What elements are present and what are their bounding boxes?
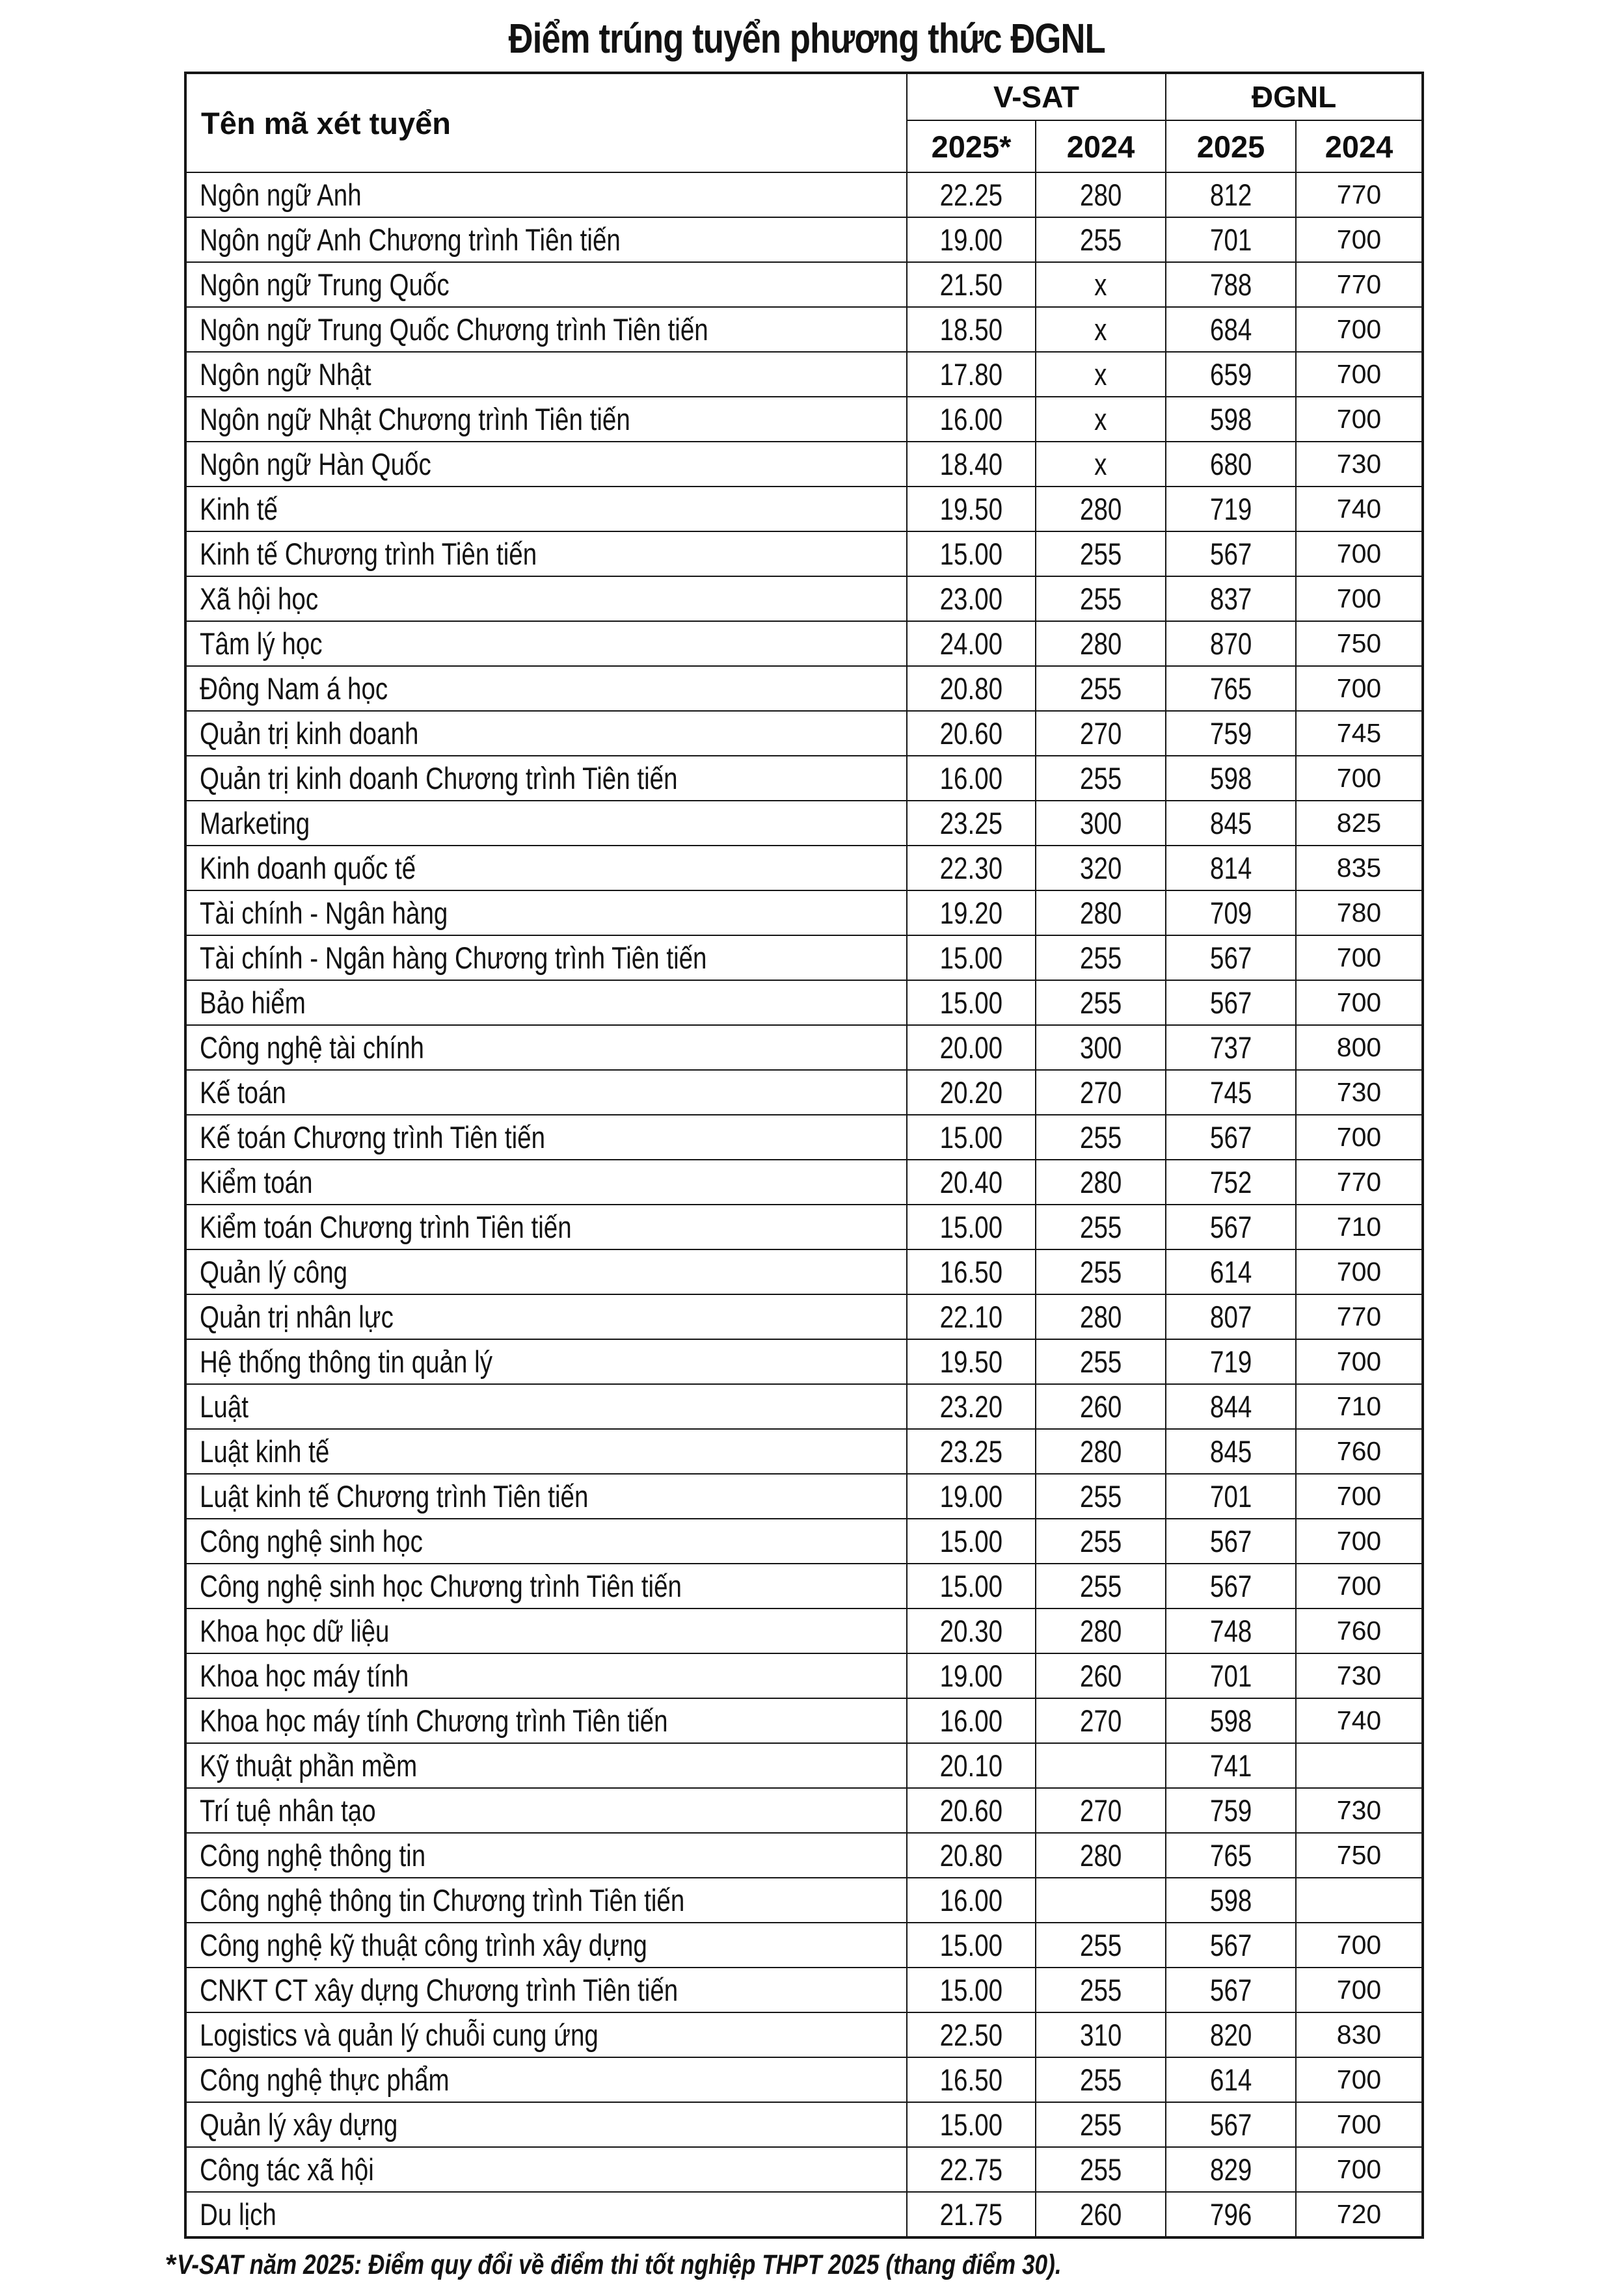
program-name-cell: Đông Nam á học [185, 666, 907, 711]
program-name-cell: Kế toán Chương trình Tiên tiến [185, 1115, 907, 1160]
score-cell: 280 [1036, 1609, 1166, 1653]
score-cell [1036, 1878, 1166, 1923]
program-name-cell: Quản lý xây dựng [185, 2102, 907, 2147]
score-cell: 20.60 [907, 1788, 1036, 1833]
program-name-cell: Ngôn ngữ Anh Chương trình Tiên tiến [185, 217, 907, 262]
table-row [185, 1384, 1423, 1429]
table-row [185, 846, 1423, 890]
program-name-cell: Du lịch [185, 2192, 907, 2237]
score-cell: 700 [1296, 397, 1423, 442]
score-cell: 20.80 [907, 1833, 1036, 1878]
table-row [185, 2192, 1423, 2237]
score-cell: 730 [1296, 1653, 1423, 1698]
table-row [185, 1788, 1423, 1833]
score-cell: 760 [1296, 1609, 1423, 1653]
score-cell: x [1036, 307, 1166, 352]
score-cell: 710 [1296, 1205, 1423, 1249]
score-cell: 700 [1296, 980, 1423, 1025]
score-cell: 700 [1296, 217, 1423, 262]
score-cell: 700 [1296, 531, 1423, 576]
program-name-cell: Kiểm toán Chương trình Tiên tiến [185, 1205, 907, 1249]
score-cell: 15.00 [907, 980, 1036, 1025]
table-row [185, 1968, 1423, 2012]
score-cell: 255 [1036, 2147, 1166, 2192]
score-cell: 21.75 [907, 2192, 1036, 2237]
score-cell: x [1036, 397, 1166, 442]
score-cell: 700 [1296, 756, 1423, 801]
program-name-cell: Công nghệ thông tin [185, 1833, 907, 1878]
score-cell: 598 [1166, 1878, 1296, 1923]
score-cell: 270 [1036, 711, 1166, 756]
score-cell: 270 [1036, 1698, 1166, 1743]
table-row [185, 172, 1423, 217]
score-cell: 22.10 [907, 1294, 1036, 1339]
score-cell: 567 [1166, 1115, 1296, 1160]
score-cell: 700 [1296, 307, 1423, 352]
table-row [185, 487, 1423, 531]
score-cell: 759 [1166, 711, 1296, 756]
score-cell: 22.75 [907, 2147, 1036, 2192]
header-group-vsat: V-SAT [907, 73, 1166, 120]
score-cell: 598 [1166, 756, 1296, 801]
table-row [185, 666, 1423, 711]
score-cell: 770 [1296, 172, 1423, 217]
score-cell: 700 [1296, 1968, 1423, 2012]
score-cell: 20.20 [907, 1070, 1036, 1115]
score-cell: 614 [1166, 1249, 1296, 1294]
score-cell: 700 [1296, 2102, 1423, 2147]
score-cell: 255 [1036, 2102, 1166, 2147]
program-name-cell: Khoa học dữ liệu [185, 1609, 907, 1653]
table-row [185, 756, 1423, 801]
program-name-cell: CNKT CT xây dựng Chương trình Tiên tiến [185, 1968, 907, 2012]
score-cell: 255 [1036, 666, 1166, 711]
score-cell: 760 [1296, 1429, 1423, 1474]
program-name-cell: Trí tuệ nhân tạo [185, 1788, 907, 1833]
program-name-cell: Logistics và quản lý chuỗi cung ứng [185, 2012, 907, 2057]
score-cell: 567 [1166, 1205, 1296, 1249]
header-year-vsat-2024: 2024 [1036, 120, 1166, 172]
table-row [185, 801, 1423, 846]
score-cell: 788 [1166, 262, 1296, 307]
table-row [185, 1519, 1423, 1564]
score-cell: 567 [1166, 2102, 1296, 2147]
score-cell: 255 [1036, 531, 1166, 576]
program-name-cell: Ngôn ngữ Trung Quốc [185, 262, 907, 307]
program-name-cell: Xã hội học [185, 576, 907, 621]
score-cell [1296, 1743, 1423, 1788]
score-cell: 765 [1166, 666, 1296, 711]
score-cell: 598 [1166, 397, 1296, 442]
table-row [185, 1025, 1423, 1070]
program-name-cell: Công nghệ thông tin Chương trình Tiên tiến [185, 1878, 907, 1923]
score-cell: 750 [1296, 1833, 1423, 1878]
score-cell: 280 [1036, 1429, 1166, 1474]
score-cell: 752 [1166, 1160, 1296, 1205]
score-cell: 659 [1166, 352, 1296, 397]
score-cell: 750 [1296, 621, 1423, 666]
score-cell: 837 [1166, 576, 1296, 621]
score-cell: 730 [1296, 442, 1423, 487]
score-cell: 20.40 [907, 1160, 1036, 1205]
score-cell: 765 [1166, 1833, 1296, 1878]
score-cell: 260 [1036, 1653, 1166, 1698]
score-cell: 15.00 [907, 1968, 1036, 2012]
score-cell: 598 [1166, 1698, 1296, 1743]
score-cell: 730 [1296, 1070, 1423, 1115]
score-cell [1036, 1743, 1166, 1788]
score-cell: 684 [1166, 307, 1296, 352]
score-cell: 255 [1036, 980, 1166, 1025]
score-cell: 829 [1166, 2147, 1296, 2192]
table-row [185, 1609, 1423, 1653]
table-row [185, 307, 1423, 352]
table-row [185, 1698, 1423, 1743]
score-cell: 19.20 [907, 890, 1036, 935]
table-row [185, 1878, 1423, 1923]
score-cell [1296, 1878, 1423, 1923]
table-row [185, 1249, 1423, 1294]
footnote-text: V-SAT năm 2025: Điểm quy đổi về điểm thi tốt nghiệp THPT 2025 (thang điểm 30). [176, 2249, 1062, 2280]
score-cell: 567 [1166, 935, 1296, 980]
score-cell: 255 [1036, 1968, 1166, 2012]
score-cell: 280 [1036, 1160, 1166, 1205]
score-cell: 835 [1296, 846, 1423, 890]
score-cell: 310 [1036, 2012, 1166, 2057]
table-row [185, 1833, 1423, 1878]
score-cell: 719 [1166, 1339, 1296, 1384]
table-row [185, 1205, 1423, 1249]
table-row [185, 2012, 1423, 2057]
program-name-cell: Quản trị kinh doanh Chương trình Tiên tiến [185, 756, 907, 801]
score-cell: 15.00 [907, 935, 1036, 980]
program-name-cell: Bảo hiểm [185, 980, 907, 1025]
program-name-cell: Luật kinh tế [185, 1429, 907, 1474]
program-name-cell: Tâm lý học [185, 621, 907, 666]
score-cell: 701 [1166, 217, 1296, 262]
program-name-cell: Marketing [185, 801, 907, 846]
score-cell: 22.50 [907, 2012, 1036, 2057]
program-name-cell: Công nghệ thực phẩm [185, 2057, 907, 2102]
score-cell: 300 [1036, 1025, 1166, 1070]
score-cell: 719 [1166, 487, 1296, 531]
table-row [185, 2057, 1423, 2102]
program-name-cell: Tài chính - Ngân hàng [185, 890, 907, 935]
program-name-cell: Hệ thống thông tin quản lý [185, 1339, 907, 1384]
program-name-cell: Ngôn ngữ Anh [185, 172, 907, 217]
table-row [185, 621, 1423, 666]
score-cell: 740 [1296, 1698, 1423, 1743]
score-cell: 16.00 [907, 397, 1036, 442]
score-cell: 280 [1036, 172, 1166, 217]
score-cell: 20.30 [907, 1609, 1036, 1653]
table-row [185, 1160, 1423, 1205]
score-cell: 770 [1296, 1160, 1423, 1205]
score-cell: 614 [1166, 2057, 1296, 2102]
program-name-cell: Tài chính - Ngân hàng Chương trình Tiên tiến [185, 935, 907, 980]
program-name-cell: Khoa học máy tính Chương trình Tiên tiến [185, 1698, 907, 1743]
score-cell: 21.50 [907, 262, 1036, 307]
program-name-cell: Ngôn ngữ Nhật [185, 352, 907, 397]
table-row [185, 397, 1423, 442]
score-cell: 737 [1166, 1025, 1296, 1070]
score-cell: 745 [1166, 1070, 1296, 1115]
program-name-cell: Ngôn ngữ Nhật Chương trình Tiên tiến [185, 397, 907, 442]
program-name-cell: Kinh doanh quốc tế [185, 846, 907, 890]
score-cell: 16.50 [907, 2057, 1036, 2102]
score-cell: 255 [1036, 1205, 1166, 1249]
score-cell: 255 [1036, 756, 1166, 801]
score-cell: 770 [1296, 262, 1423, 307]
score-cell: 16.00 [907, 756, 1036, 801]
score-cell: 680 [1166, 442, 1296, 487]
program-name-cell: Quản trị kinh doanh [185, 711, 907, 756]
score-cell: 19.50 [907, 487, 1036, 531]
score-cell: 745 [1296, 711, 1423, 756]
program-name-cell: Kinh tế Chương trình Tiên tiến [185, 531, 907, 576]
score-cell: 701 [1166, 1474, 1296, 1519]
score-cell: 280 [1036, 1833, 1166, 1878]
score-cell: 796 [1166, 2192, 1296, 2237]
score-cell: 260 [1036, 2192, 1166, 2237]
score-cell: 18.50 [907, 307, 1036, 352]
score-cell: 567 [1166, 980, 1296, 1025]
score-cell: 780 [1296, 890, 1423, 935]
score-cell: 15.00 [907, 1205, 1036, 1249]
score-cell: 280 [1036, 621, 1166, 666]
table-row [185, 217, 1423, 262]
table-row [185, 1564, 1423, 1609]
table-header [185, 73, 1423, 172]
table-row [185, 935, 1423, 980]
score-cell: 23.00 [907, 576, 1036, 621]
score-cell: 17.80 [907, 352, 1036, 397]
score-cell: 15.00 [907, 2102, 1036, 2147]
score-cell: 270 [1036, 1070, 1166, 1115]
score-cell: 814 [1166, 846, 1296, 890]
program-name-cell: Khoa học máy tính [185, 1653, 907, 1698]
table-row [185, 1474, 1423, 1519]
program-name-cell: Kỹ thuật phần mềm [185, 1743, 907, 1788]
score-cell: 720 [1296, 2192, 1423, 2237]
header-name-column: Tên mã xét tuyển [185, 73, 907, 172]
score-cell: 255 [1036, 1115, 1166, 1160]
score-cell: x [1036, 262, 1166, 307]
table-row [185, 442, 1423, 487]
score-cell: 700 [1296, 1249, 1423, 1294]
score-cell: 23.25 [907, 801, 1036, 846]
score-cell: 255 [1036, 1923, 1166, 1968]
program-name-cell: Ngôn ngữ Hàn Quốc [185, 442, 907, 487]
score-cell: 255 [1036, 2057, 1166, 2102]
table-row [185, 711, 1423, 756]
score-cell: 700 [1296, 1564, 1423, 1609]
score-cell: 255 [1036, 1249, 1166, 1294]
program-name-cell: Công nghệ kỹ thuật công trình xây dựng [185, 1923, 907, 1968]
score-cell: 710 [1296, 1384, 1423, 1429]
score-cell: 255 [1036, 217, 1166, 262]
score-cell: 830 [1296, 2012, 1423, 2057]
table-row [185, 531, 1423, 576]
score-cell: 700 [1296, 576, 1423, 621]
score-cell: 700 [1296, 1923, 1423, 1968]
table-row [185, 1115, 1423, 1160]
score-cell: 740 [1296, 487, 1423, 531]
score-cell: 255 [1036, 1564, 1166, 1609]
score-cell: 700 [1296, 1474, 1423, 1519]
table-row [185, 1339, 1423, 1384]
score-cell: 19.50 [907, 1339, 1036, 1384]
program-name-cell: Công tác xã hội [185, 2147, 907, 2192]
score-cell: 759 [1166, 1788, 1296, 1833]
program-name-cell: Quản lý công [185, 1249, 907, 1294]
score-cell: 16.50 [907, 1249, 1036, 1294]
score-cell: 701 [1166, 1653, 1296, 1698]
table-row [185, 1429, 1423, 1474]
score-cell: 567 [1166, 531, 1296, 576]
program-name-cell: Quản trị nhân lực [185, 1294, 907, 1339]
table-row [185, 2102, 1423, 2147]
program-name-cell: Kế toán [185, 1070, 907, 1115]
score-cell: 255 [1036, 1339, 1166, 1384]
score-cell: 844 [1166, 1384, 1296, 1429]
header-year-dgnl-2025: 2025 [1166, 120, 1296, 172]
score-cell: 845 [1166, 801, 1296, 846]
score-cell: 255 [1036, 1474, 1166, 1519]
score-cell: 19.00 [907, 217, 1036, 262]
score-cell: 16.00 [907, 1878, 1036, 1923]
table-row [185, 1653, 1423, 1698]
score-cell: 300 [1036, 801, 1166, 846]
score-cell: 567 [1166, 1923, 1296, 1968]
score-cell: 15.00 [907, 531, 1036, 576]
page [0, 14, 1614, 2296]
table-row [185, 262, 1423, 307]
program-name-cell: Công nghệ sinh học [185, 1519, 907, 1564]
score-cell: 23.25 [907, 1429, 1036, 1474]
table-row [185, 1923, 1423, 1968]
table-body [185, 172, 1423, 2237]
score-cell: 19.00 [907, 1474, 1036, 1519]
score-cell: 700 [1296, 935, 1423, 980]
score-cell: 730 [1296, 1788, 1423, 1833]
score-cell: 16.00 [907, 1698, 1036, 1743]
page-title: Điểm trúng tuyển phương thức ĐGNL [508, 15, 1106, 62]
score-cell: 18.40 [907, 442, 1036, 487]
score-cell: 870 [1166, 621, 1296, 666]
score-cell: 700 [1296, 666, 1423, 711]
table-row [185, 352, 1423, 397]
score-cell: 567 [1166, 1564, 1296, 1609]
footnote [166, 2249, 1614, 2281]
score-cell: 260 [1036, 1384, 1166, 1429]
score-cell: 15.00 [907, 1923, 1036, 1968]
score-cell: 255 [1036, 935, 1166, 980]
program-name-cell: Công nghệ tài chính [185, 1025, 907, 1070]
program-name-cell: Luật [185, 1384, 907, 1429]
score-cell: 255 [1036, 1519, 1166, 1564]
admission-score-table [184, 72, 1424, 2239]
score-cell: 22.25 [907, 172, 1036, 217]
score-cell: 23.20 [907, 1384, 1036, 1429]
score-cell: 807 [1166, 1294, 1296, 1339]
score-cell: 700 [1296, 2147, 1423, 2192]
header-group-dgnl: ĐGNL [1166, 73, 1423, 120]
table-row [185, 980, 1423, 1025]
score-cell: 700 [1296, 1115, 1423, 1160]
score-cell: 700 [1296, 2057, 1423, 2102]
table-row [185, 1743, 1423, 1788]
score-cell: 24.00 [907, 621, 1036, 666]
score-cell: x [1036, 352, 1166, 397]
score-cell: 709 [1166, 890, 1296, 935]
header-year-dgnl-2024: 2024 [1296, 120, 1423, 172]
score-cell: 20.00 [907, 1025, 1036, 1070]
score-cell: 19.00 [907, 1653, 1036, 1698]
program-name-cell: Công nghệ sinh học Chương trình Tiên tiến [185, 1564, 907, 1609]
score-cell: 748 [1166, 1609, 1296, 1653]
program-name-cell: Kiểm toán [185, 1160, 907, 1205]
score-cell: 20.60 [907, 711, 1036, 756]
table-row [185, 576, 1423, 621]
program-name-cell: Kinh tế [185, 487, 907, 531]
program-name-cell: Luật kinh tế Chương trình Tiên tiến [185, 1474, 907, 1519]
score-cell: 22.30 [907, 846, 1036, 890]
score-cell: 700 [1296, 352, 1423, 397]
score-cell: 20.10 [907, 1743, 1036, 1788]
score-cell: 700 [1296, 1519, 1423, 1564]
score-cell: 20.80 [907, 666, 1036, 711]
score-cell: 770 [1296, 1294, 1423, 1339]
score-cell: 280 [1036, 487, 1166, 531]
score-cell: 741 [1166, 1743, 1296, 1788]
score-cell: 280 [1036, 890, 1166, 935]
score-cell: 700 [1296, 1339, 1423, 1384]
table-row [185, 2147, 1423, 2192]
table-row [185, 1294, 1423, 1339]
score-cell: 320 [1036, 846, 1166, 890]
score-cell: 255 [1036, 576, 1166, 621]
score-cell: 845 [1166, 1429, 1296, 1474]
score-cell: 280 [1036, 1294, 1166, 1339]
table-row [185, 1070, 1423, 1115]
score-cell: 567 [1166, 1519, 1296, 1564]
score-cell: x [1036, 442, 1166, 487]
score-cell: 812 [1166, 172, 1296, 217]
score-cell: 15.00 [907, 1115, 1036, 1160]
score-cell: 270 [1036, 1788, 1166, 1833]
program-name-cell: Ngôn ngữ Trung Quốc Chương trình Tiên tiến [185, 307, 907, 352]
score-cell: 825 [1296, 801, 1423, 846]
score-cell: 15.00 [907, 1519, 1036, 1564]
score-cell: 567 [1166, 1968, 1296, 2012]
header-year-vsat-2025: 2025* [907, 120, 1036, 172]
score-cell: 820 [1166, 2012, 1296, 2057]
score-cell: 15.00 [907, 1564, 1036, 1609]
score-cell: 800 [1296, 1025, 1423, 1070]
footnote-asterisk: * [166, 2249, 177, 2280]
table-row [185, 890, 1423, 935]
